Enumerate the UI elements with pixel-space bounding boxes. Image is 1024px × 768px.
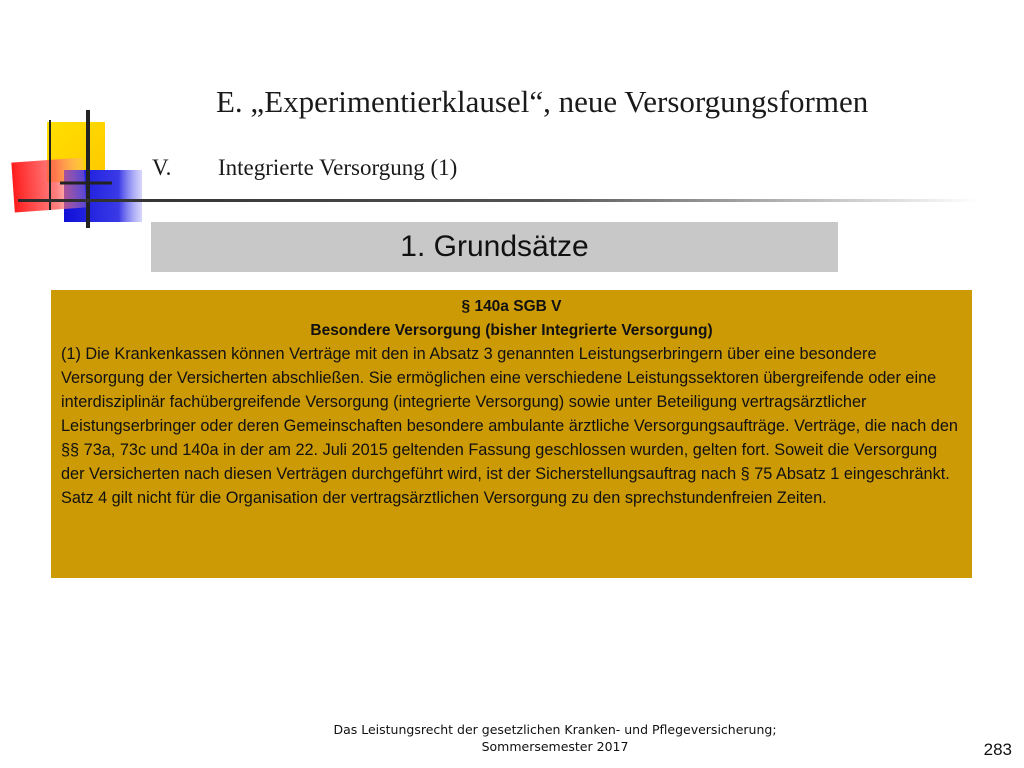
section-heading: 1. Grundsätze (400, 230, 589, 263)
law-text-box (51, 290, 972, 578)
paragraph-reference: § 140a SGB V (461, 298, 562, 315)
footer-line-1: Das Leistungsrecht der gesetzlichen Kranken- und Pflegeversicherung; (333, 722, 777, 737)
title-divider (18, 199, 978, 202)
page-number: 283 (983, 740, 1012, 759)
slide-title: E. „Experimentierklausel“, neue Versorgungsformen (216, 84, 869, 119)
footer (300, 721, 810, 755)
paragraph-body: (1) Die Krankenkassen können Verträge mit den in Absatz 3 genannten Leistungserbringern über eine besondere Versorgung der Versicherten abschließen. Sie ermöglichen eine verschiedene Leistungssektoren übergreifende oder eine interdisziplinär fachübergreifende Versorgung (integrierte Versorgung) sowie unter Beteiligung vertragsärztlicher Leistungserbringer oder deren Gemeinschaften besondere ambulante ärztliche Versorgungsaufträge. Verträge, die nach den §§ 73a, 73c und 140a in der am 22. Juli 2015 geltenden Fassung geschlossen wurden, gelten fort. Soweit die Versorgung der Versicherten nach diesen Verträgen durchgeführt wird, ist der Sicherstellungsauftrag nach § 75 Absatz 1 eingeschränkt. Satz 4 gilt nicht für die Organisation der vertragsärztlichen Versorgung zu den sprechstundenfreien Zeiten. (61, 345, 958, 507)
subtitle-text: Integrierte Versorgung (1) (218, 155, 458, 180)
slide-subtitle (152, 155, 457, 181)
section-heading-bar (151, 222, 838, 272)
subtitle-number: V. (152, 155, 172, 180)
footer-line-2: Sommersemester 2017 (481, 739, 629, 754)
decorative-logo (0, 0, 200, 240)
paragraph-title: Besondere Versorgung (bisher Integrierte Versorgung) (310, 322, 713, 339)
